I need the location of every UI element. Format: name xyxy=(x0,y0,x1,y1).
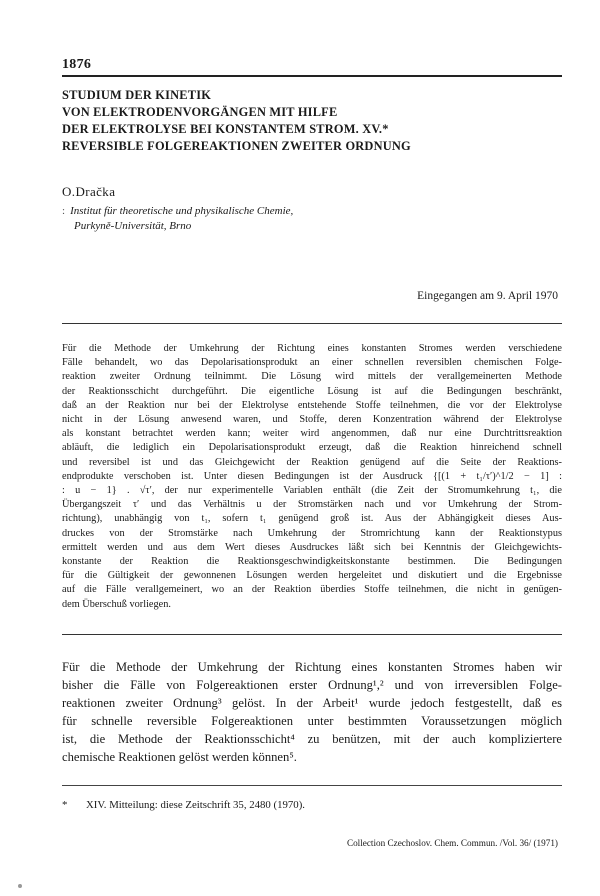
footnote-text: XIV. Mitteilung: diese Zeitschrift 35, 2480 (1970). xyxy=(86,799,306,811)
abstract-line: auf die Fälle verallgemeinert, wo an der Reaktion überdies Stoffe teilnehmen, die nicht in genügen- xyxy=(62,584,562,596)
affiliation-mark: : xyxy=(62,205,66,217)
scan-speck xyxy=(18,884,22,888)
abstract-line: abläuft, die lediglich ein Depolarisationsprodukt erzeugt, daß die Reaktion hinreichend schnell xyxy=(62,442,562,454)
affiliation-line: Purkyně-Universität, Brno xyxy=(74,220,192,232)
body-line: Für die Methode der Umkehrung der Richtung eines konstanten Stromes haben wir xyxy=(62,660,562,674)
article-title xyxy=(62,87,562,155)
title-line: VON ELEKTRODENVORGÄNGEN MIT HILFE xyxy=(62,105,338,119)
abstract-line: reaktion zweiter Ordnung teilnimmt. Die Lösung wird mittels der verallgemeinerten Methode xyxy=(62,371,562,383)
abstract-line: dem Überschuß vorliegen. xyxy=(62,598,171,610)
affiliation-line: Institut für theoretische und physikalische Chemie, xyxy=(70,205,294,217)
abstract xyxy=(62,342,562,612)
abstract-line: endprodukte verschoben ist. Unter diesen Bedingungen ist der Ausdruck {[(1 + t₁/τ′)^1/2 − 1] : xyxy=(62,470,562,482)
body-line: reaktionen zweiter Ordnung³ gelöst. In der Arbeit¹ wurde jedoch festgestellt, daß es xyxy=(62,696,562,710)
journal-reference: Collection Czechoslov. Chem. Commun. /Vol. 36/ (1971) xyxy=(346,838,558,848)
header-rule xyxy=(62,75,562,77)
abstract-line: konstante der Reaktion die Reaktionsgeschwindigkeitskonstante bestimmen. Die Bedingungen xyxy=(62,556,562,568)
title-line: STUDIUM DER KINETIK xyxy=(62,88,212,102)
footnote xyxy=(62,799,305,811)
abstract-line: nicht in der Lösung anwesend waren, und Stoffe, deren Konzentration während der Elektrolyse xyxy=(62,414,562,426)
footnote-mark: * xyxy=(62,799,68,811)
footnote-rule xyxy=(62,785,562,786)
abstract-line: Übergangszeit τ′ und das Verhältnis u der Stromstärken nach und vor Umkehrung der Strom- xyxy=(62,499,562,511)
body-paragraph xyxy=(62,658,562,766)
abstract-top-rule xyxy=(62,323,562,324)
author-name: O.Dračka xyxy=(62,184,116,199)
article-subtitle: REVERSIBLE FOLGEREAKTIONEN ZWEITER ORDNUNG xyxy=(62,139,411,153)
received-date: Eingegangen am 9. April 1970 xyxy=(417,290,558,302)
affiliation xyxy=(62,204,293,234)
body-line: für schnelle reversible Folgereaktionen unter bestimmten Voraussetzungen möglich xyxy=(62,714,562,728)
abstract-line: der Reaktionsschicht durchgeführt. Die eigentliche Lösung ist auf die Bedingungen beschränkt, xyxy=(62,385,562,397)
title-line: DER ELEKTROLYSE BEI KONSTANTEM STROM. XV.* xyxy=(62,122,389,136)
abstract-line: ermittelt werden und aus dem Wert dieses Ausdruckes läßt sich bei Kenntnis der Gleichgewichts- xyxy=(62,541,562,553)
abstract-bottom-rule xyxy=(62,634,562,635)
abstract-line: als konstant betrachtet werden kann; weiter wird angenommen, daß nur eine Durchtrittsreaktion xyxy=(62,428,562,440)
abstract-line: daß an der Reaktion nur bei der Elektrolyse entstehende Stoffe teilnehmen, die vor der Elektrolyse xyxy=(62,399,562,411)
body-line: ist, die Methode der Reaktionsschicht⁴ zu benützen, mit der auch kompliziertere xyxy=(62,732,562,746)
abstract-line: Für die Methode der Umkehrung der Richtung eines konstanten Stromes werden verschiedene xyxy=(62,343,562,354)
page-number: 1876 xyxy=(62,57,92,72)
body-line: bisher die Fälle von Folgereaktionen erster Ordnung¹,² und von irreversiblen Folge- xyxy=(62,678,562,692)
abstract-line: Fälle behandelt, wo das Depolarisationsprodukt an einer schnellen reversiblen chemischen Folge- xyxy=(62,357,562,369)
abstract-line: druckes von der Stromstärke nach Umkehrung der Stromrichtung kann der Reaktionstypus xyxy=(62,527,562,539)
abstract-line: : u − 1} . √τ′, der nur experimentelle Variablen enthält (die Zeit der Stromumkehrung t₁, die xyxy=(62,485,562,497)
abstract-line: für die Gültigkeit der gewonnenen Lösungen werden hergeleitet und diskutiert und die Ergebnisse xyxy=(62,570,562,582)
abstract-line: und reversibel ist und das Gleichgewicht der Reaktion genügend auf die Seite der Reaktions- xyxy=(62,456,562,468)
body-line: chemische Reaktionen gelöst werden können⁵. xyxy=(62,750,297,764)
abstract-line: richtung), unabhängig von t₁, sofern t₁ genügend groß ist. Aus der Abhängigkeit dieses Aus- xyxy=(62,513,562,525)
